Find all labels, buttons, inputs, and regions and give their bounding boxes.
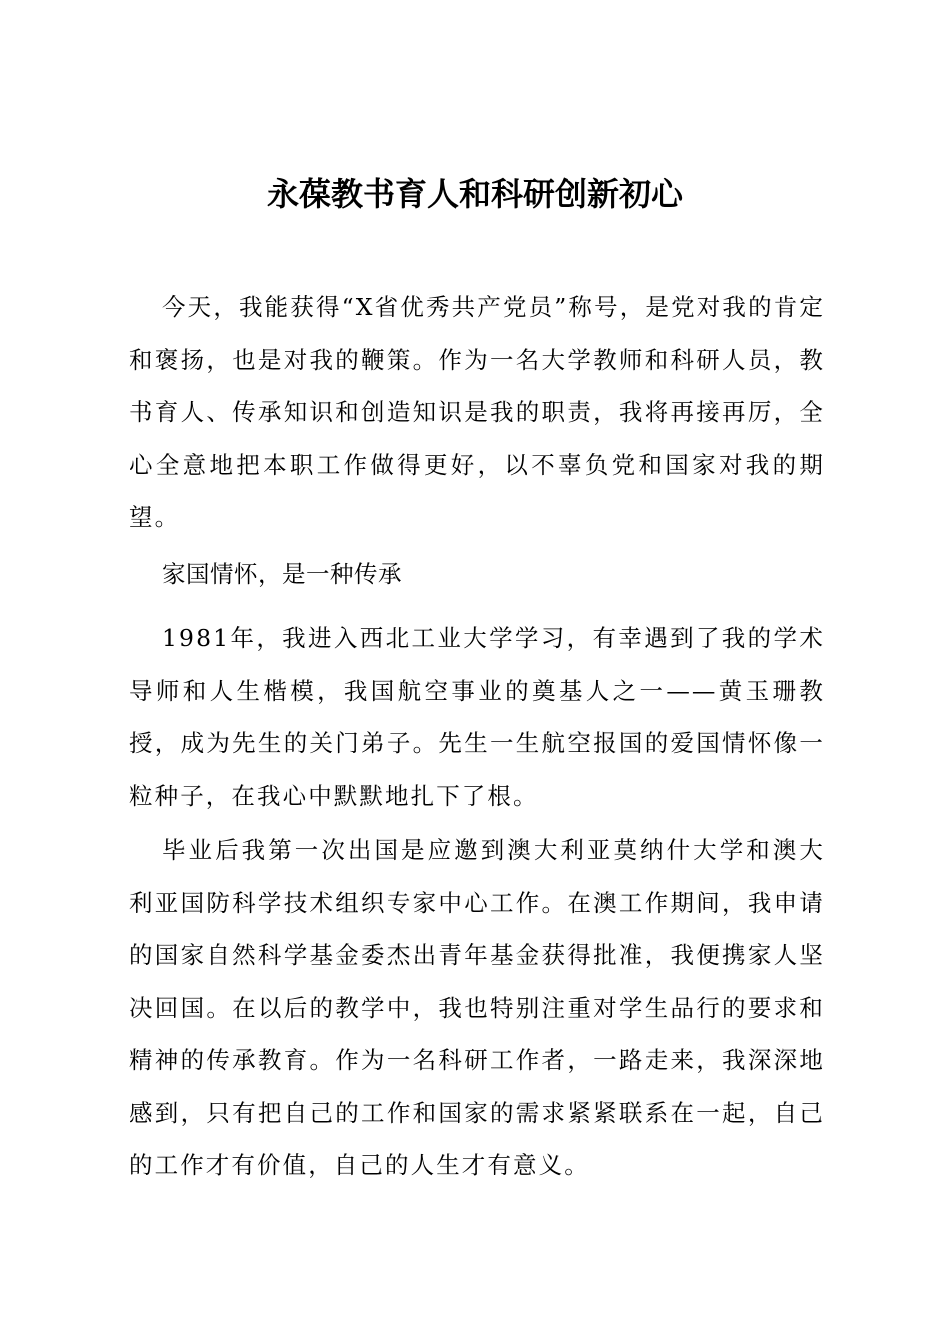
section-paragraph-2: 毕业后我第一次出国是应邀到澳大利亚莫纳什大学和澳大利亚国防科学技术组织专家中心工作。在澳工作期间，我申请的国家自然科学基金委杰出青年基金获得批准，我便携家人坚决回国。在以后的教学中，我也特别注重对学生品行的要求和精神的传承教育。作为一名科研工作者，一路走来，我深深地感到，只有把自己的工作和国家的需求紧紧联系在一起，自己的工作才有价值，自己的人生才有意义。 xyxy=(129,836,825,1179)
section-paragraph-1: 1981年，我进入西北工业大学学习，有幸遇到了我的学术导师和人生楷模，我国航空事业的奠基人之一——黄玉珊教授，成为先生的关门弟子。先生一生航空报国的爱国情怀像一粒种子，在我心中默默地扎下了根。 xyxy=(129,624,825,810)
intro-paragraph: 今天，我能获得“X省优秀共产党员”称号，是党对我的肯定和褒扬，也是对我的鞭策。作为一名大学教师和科研人员，教书育人、传承知识和创造知识是我的职责，我将再接再厉，全心全意地把本职工作做得更好，以不辜负党和国家对我的期望。 xyxy=(129,293,825,531)
document-title: 永葆教书育人和科研创新初心 xyxy=(266,175,683,214)
section-heading: 家国情怀，是一种传承 xyxy=(162,560,402,588)
